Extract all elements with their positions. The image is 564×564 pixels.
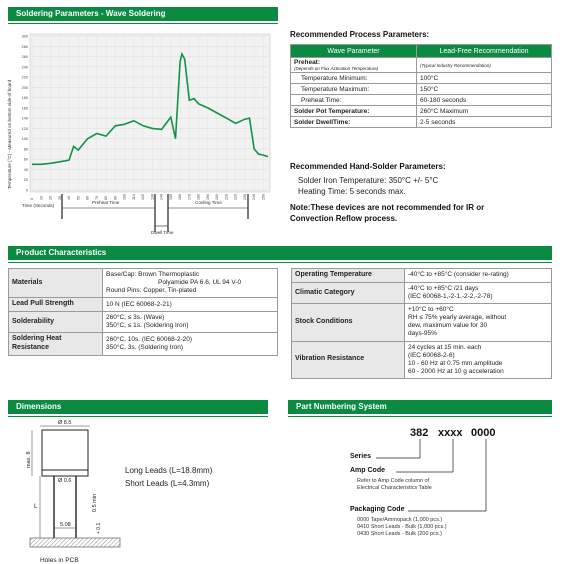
x-tick-label: 220 (233, 194, 238, 200)
hand-solder-iron-temp: Solder Iron Temperature: 350°C +/- 5°C (298, 176, 439, 185)
part-code-382: 382 (410, 427, 429, 439)
x-tick-label: 30 (57, 196, 62, 200)
characteristic-row (9, 269, 278, 298)
y-tick-label: 100 (21, 137, 28, 142)
y-tick-label: 40 (23, 167, 28, 172)
packaging-code-label: Packaging Code (350, 506, 405, 513)
preheat-time-label: Preheat Time (92, 200, 120, 205)
y-tick-label: 60 (23, 157, 28, 162)
note-line-1: Note:These devices are not recommended for IR or (290, 203, 485, 212)
amp-code-desc-1: Refer to Amp Code column of (357, 478, 430, 484)
x-tick-label: 10 (39, 196, 44, 200)
x-tick-label: 100 (122, 194, 127, 200)
pot-temp-value: 260°C Maximum (417, 106, 552, 117)
characteristic-label: Materials (9, 269, 103, 298)
x-tick-label: 150 (168, 194, 173, 200)
characteristic-row (292, 304, 552, 342)
characteristic-value-line: (IEC 60068-1,-2-1,-2-2,-2-78) (408, 292, 493, 300)
preheat-label: Preheat: (294, 59, 321, 66)
product-characteristics-left-table (8, 268, 278, 356)
dwell-time-param-label: Solder DwellTime: (291, 117, 417, 128)
characteristic-value-line: +10°C to +60°C (408, 306, 454, 313)
x-tick-label: 40 (67, 196, 72, 200)
process-row (291, 84, 552, 95)
characteristic-value (405, 282, 552, 303)
characteristic-value (405, 269, 552, 283)
characteristic-label: Operating Temperature (292, 269, 405, 283)
x-tick-label: 140 (159, 194, 164, 200)
x-tick-label: 50 (76, 196, 81, 200)
x-tick-label: 200 (215, 194, 220, 200)
y-tick-label: 200 (21, 85, 28, 90)
chart-x-axis-label: Time (Seconds) (22, 203, 55, 208)
wave-soldering-chart (0, 24, 280, 234)
characteristic-value-line: 260°C, ≤ 3s. (Wave) (106, 314, 165, 322)
y-tick-label: 120 (21, 126, 28, 131)
characteristic-value-line: Polyamide PA 6.6, UL 94 V-0 (158, 279, 242, 287)
characteristic-label: Soldering Heat Resistance (9, 333, 103, 356)
lead-length-label: L (34, 504, 38, 510)
min-label: 0.5 min (92, 493, 98, 512)
x-tick-label: 230 (242, 194, 247, 200)
characteristic-value-line: days-95% (408, 330, 437, 338)
y-tick-label: 240 (21, 65, 28, 70)
x-tick-label: 190 (205, 194, 210, 200)
y-tick-label: 280 (21, 44, 28, 49)
process-row (291, 95, 552, 106)
y-tick-label: 140 (21, 116, 28, 121)
process-row-label: Temperature Maximum: (291, 84, 417, 95)
x-tick-label: 80 (104, 196, 109, 200)
y-tick-label: 220 (21, 75, 28, 80)
pcb-section (30, 538, 120, 547)
pin-diameter-label: Ø 0.6 (58, 478, 72, 484)
y-tick-label: 80 (23, 147, 28, 152)
x-tick-label: 90 (113, 196, 118, 200)
pitch-label: 5.08 (60, 522, 71, 528)
characteristic-value-line: -40°C to +85°C /21 days (408, 284, 479, 292)
part-numbering-diagram (288, 416, 552, 564)
x-tick-label: 240 (252, 194, 257, 200)
lead-free-header: Lead-Free Recommendation (417, 45, 552, 58)
characteristic-label: Lead Pull Strength (9, 298, 103, 312)
characteristic-value (103, 312, 278, 333)
characteristic-value (103, 333, 278, 356)
characteristic-value (103, 269, 278, 298)
characteristic-label: Stock Conditions (292, 304, 405, 342)
x-tick-label: 210 (224, 194, 229, 200)
process-parameters-table (290, 44, 552, 128)
characteristic-value-line: 24 cycles at 15 min. each (408, 343, 482, 351)
x-tick-label: 120 (141, 194, 146, 200)
characteristic-row (9, 312, 278, 333)
preheat-note: (Depends on Flux Activation Temperature) (294, 66, 379, 71)
y-tick-label: 160 (21, 106, 28, 111)
process-row-value: 100°C (417, 73, 552, 84)
product-characteristics-right-table (291, 268, 552, 379)
characteristic-label: Vibration Resistance (292, 341, 405, 379)
y-tick-label: 0 (25, 188, 28, 193)
typical-note: (Typical Industry Recommendation) (417, 58, 552, 73)
long-leads-label: Long Leads (L=18.8mm) (125, 466, 213, 475)
chart-y-axis-label: Temperature (°C) - Measured on bottom side of board (7, 79, 12, 189)
x-tick-label: 180 (196, 194, 201, 200)
characteristic-value-line: 260°C, 10s. (IEC 60068-2-20) (106, 336, 193, 343)
hand-solder-title: Recommended Hand-Solder Parameters: (290, 162, 446, 171)
series-label: Series (350, 453, 372, 460)
characteristic-row (292, 282, 552, 303)
characteristic-value-line: 60 - 2000 Hz at 10 g acceleration (408, 367, 504, 375)
y-tick-label: 260 (21, 55, 28, 60)
process-title: Recommended Process Parameters: (290, 30, 430, 39)
amp-code-label: Amp Code (350, 467, 385, 474)
preheat-cell (291, 58, 417, 73)
characteristic-value-line: 10 - 60 Hz at 0.75 mm amplitude (408, 359, 503, 367)
x-tick-label: 110 (131, 194, 136, 200)
packaging-line-2: 0410 Short Leads - Bulk (1,000 pcs.) (357, 524, 447, 530)
holes-label: Holes in PCB (40, 557, 79, 564)
characteristic-value-line: 350°C, ≤ 1s. (Soldering Iron) (106, 322, 189, 330)
characteristic-value-line: 350°C, 3s. (Soldering Iron) (106, 344, 184, 352)
max-height-label: max. 8 (26, 451, 32, 468)
tolerance-label: + 0.1 (96, 522, 102, 534)
characteristic-value (405, 341, 552, 379)
characteristic-value (405, 304, 552, 342)
characteristic-label: Solderability (9, 312, 103, 333)
x-tick-label: 70 (94, 196, 99, 200)
amp-code-desc-2: Electrical Characteristics Table (357, 485, 432, 491)
process-row-label: Preheat Time: (291, 95, 417, 106)
packaging-line-1: 0000 Tape/Ammopack (1,000 pcs.) (357, 517, 443, 523)
process-row-value: 60-180 seconds (417, 95, 552, 106)
characteristic-value-line: (IEC 60068-2-6) (408, 351, 455, 359)
characteristic-row (9, 333, 278, 356)
x-tick-label: 0 (30, 198, 34, 200)
y-tick-label: 20 (23, 178, 28, 183)
y-tick-label: 180 (21, 96, 28, 101)
process-row-value: 150°C (417, 84, 552, 95)
characteristic-value-line: dew, maximum value for 30 (408, 322, 488, 330)
cooling-time-label: Cooling Time (195, 200, 222, 205)
product-section-header: Product Characteristics (8, 246, 552, 260)
dwell-time-label: Dwell Time (151, 230, 174, 234)
x-tick-label: 250 (261, 194, 266, 200)
x-tick-label: 170 (187, 194, 192, 200)
part-code-xxxx: xxxx (438, 427, 463, 439)
characteristic-row (292, 269, 552, 283)
dwell-time-value: 2-5 seconds (417, 117, 552, 128)
dimensions-section-header: Dimensions (8, 400, 268, 414)
wave-parameter-header: Wave Parameter (291, 45, 417, 58)
x-tick-label: 20 (48, 196, 53, 200)
part-numbering-section-header: Part Numbering System (288, 400, 552, 414)
characteristic-value (103, 298, 278, 312)
dimensions-drawing (10, 416, 130, 564)
characteristic-value-line: 10 N (IEC 60068-2-21) (106, 300, 172, 308)
characteristic-value-line: RH ≤ 75% yearly average, without (408, 314, 507, 322)
x-tick-label: 60 (85, 196, 90, 200)
characteristic-value-line: Round Pins: Copper, Tin-plated (106, 287, 197, 295)
characteristic-value-line: Base/Cap: Brown Thermoplastic (106, 271, 200, 278)
short-leads-label: Short Leads (L=4.3mm) (125, 479, 210, 488)
characteristic-row (9, 298, 278, 312)
pot-temp-label: Solder Pot Temperature: (291, 106, 417, 117)
characteristic-label: Climatic Category (292, 282, 405, 303)
soldering-section-header: Soldering Parameters - Wave Soldering (8, 7, 278, 21)
process-row-label: Temperature Minimum: (291, 73, 417, 84)
fuse-body (42, 430, 88, 470)
characteristic-value-line: -40°C to +85°C (consider re-rating) (408, 271, 509, 279)
y-tick-label: 300 (21, 34, 28, 39)
note-line-2: Convection Reflow process. (290, 214, 398, 223)
x-tick-label: 160 (178, 194, 183, 200)
packaging-line-3: 0430 Short Leads - Bulk (200 pcs.) (357, 531, 442, 537)
diameter-label: Ø 8.5 (58, 420, 72, 426)
process-row (291, 73, 552, 84)
part-code-0000: 0000 (471, 427, 496, 439)
hand-solder-heating-time: Heating Time: 5 seconds max. (298, 187, 406, 196)
characteristic-row (292, 341, 552, 379)
x-tick-label: 130 (150, 194, 155, 200)
